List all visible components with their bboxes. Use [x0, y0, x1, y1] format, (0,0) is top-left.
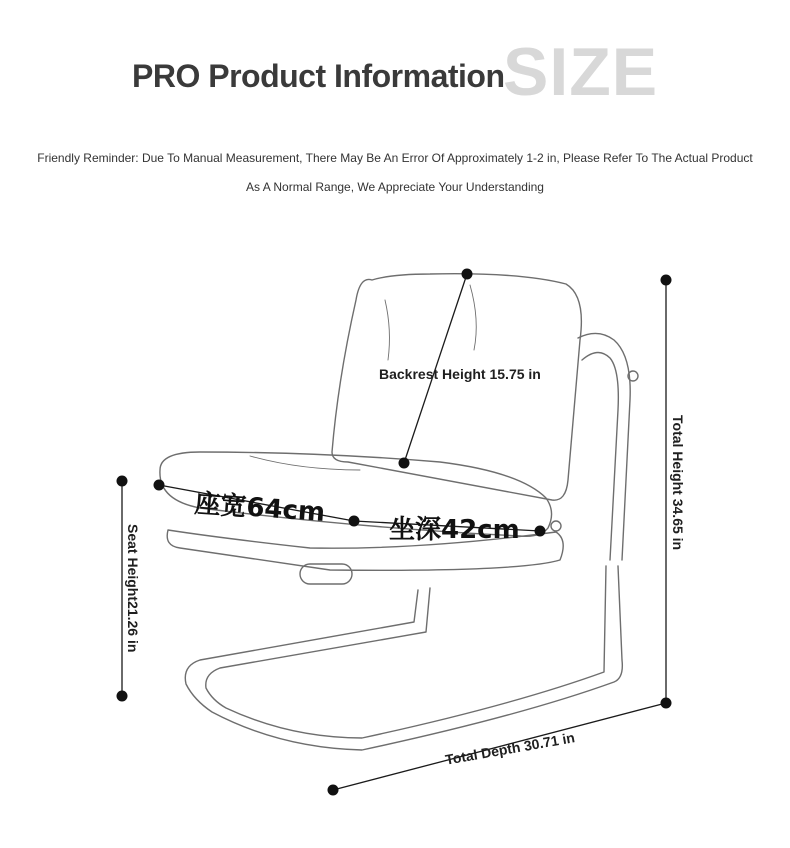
chair-rear-frame [578, 333, 630, 560]
chair-seat-bolt [551, 521, 561, 531]
chair-backrest-seam-2 [470, 285, 476, 350]
chair-rear-frame-inner [582, 352, 618, 560]
seat-width-left-dot [154, 480, 165, 491]
chair-backrest-seam [385, 300, 389, 360]
backrest-height-label: Backrest Height 15.75 in [379, 366, 541, 382]
chair-seat-seam [250, 456, 360, 470]
size-watermark: SIZE [503, 34, 659, 110]
seat-height-top-dot [117, 476, 128, 487]
seat-height-label: Seat Height21.26 in [125, 524, 141, 653]
seat-depth-label: 坐深42cm [389, 515, 520, 545]
backrest-bottom-dot [399, 458, 410, 469]
seat-height-bottom-dot [117, 691, 128, 702]
chair-cantilever-base [185, 566, 622, 750]
total-height-label: Total Height 34.65 in [670, 415, 686, 551]
reminder-line-2: As A Normal Range, We Appreciate Your Understanding [246, 180, 544, 194]
backrest-top-dot [462, 269, 473, 280]
total-height-bottom-dot [661, 698, 672, 709]
page-title: PRO Product Information [132, 58, 505, 94]
total-depth-label: Total Depth 30.71 in [444, 729, 577, 768]
chair-cantilever-base-inner [206, 566, 606, 738]
total-depth-left-dot [328, 785, 339, 796]
total-height-top-dot [661, 275, 672, 286]
seat-mid-dot [349, 516, 360, 527]
seat-depth-right-dot [535, 526, 546, 537]
reminder-line-1: Friendly Reminder: Due To Manual Measurement, There May Be An Error Of Approximately 1-2 in, Please Refer To The Actual Product [37, 151, 753, 165]
seat-width-label: 座宽64cm [193, 488, 326, 529]
chair-backrest [332, 274, 581, 500]
